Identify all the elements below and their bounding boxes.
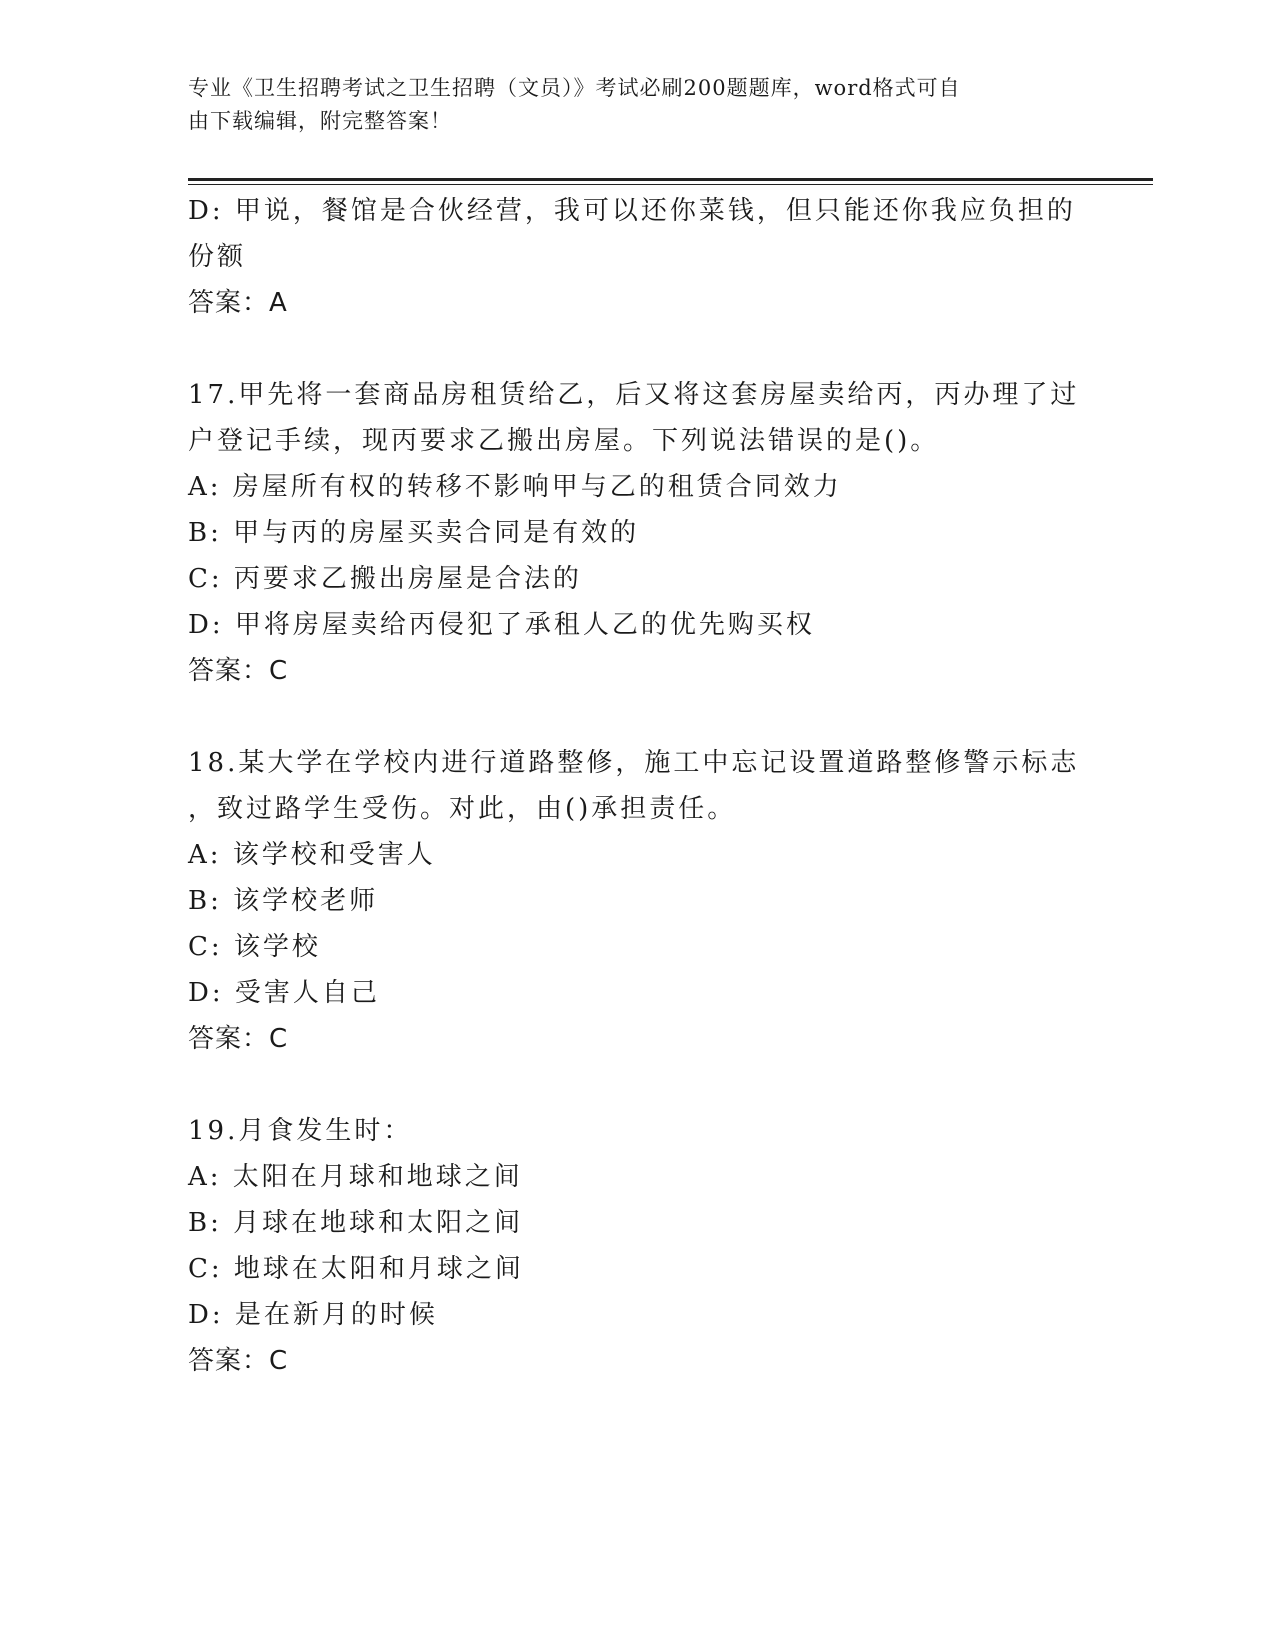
answer-label: 答案：C	[188, 1346, 289, 1376]
option-c: C: 丙要求乙搬出房屋是合法的	[188, 564, 582, 594]
question-stem: 19.月食发生时：	[188, 1116, 413, 1146]
option-d: D: 受害人自己	[188, 978, 380, 1008]
option-c: C: 该学校	[188, 932, 321, 962]
question-16-tail	[188, 188, 1088, 326]
question-stem-continued: ，致过路学生受伤。对此，由()承担责任。	[188, 794, 737, 824]
option-a: A: 该学校和受害人	[188, 840, 436, 870]
option-d: D: 是在新月的时候	[188, 1300, 438, 1330]
option-c: C: 地球在太阳和月球之间	[188, 1254, 524, 1284]
document-header	[188, 72, 1068, 138]
option-b: B: 月球在地球和太阳之间	[188, 1208, 524, 1238]
option-b: B: 甲与丙的房屋买卖合同是有效的	[188, 518, 640, 548]
question-stem-continued: 户登记手续，现丙要求乙搬出房屋。下列说法错误的是()。	[188, 426, 940, 456]
option-d: D: 甲说，餐馆是合伙经营，我可以还你菜钱，但只能还你我应负担的	[188, 196, 1076, 226]
option-b: B: 该学校老师	[188, 886, 379, 916]
header-line-2: 由下载编辑，附完整答案！	[188, 109, 452, 133]
question-stem: 18.某大学在学校内进行道路整修，施工中忘记设置道路整修警示标志	[188, 748, 1080, 778]
question-18	[188, 740, 1088, 1062]
answer-label: 答案：A	[188, 288, 288, 318]
option-d: D: 甲将房屋卖给丙侵犯了承租人乙的优先购买权	[188, 610, 815, 640]
option-a: A: 房屋所有权的转移不影响甲与乙的租赁合同效力	[188, 472, 842, 502]
header-divider-thin	[188, 184, 1153, 185]
option-d-continued: 份额	[188, 242, 247, 272]
question-stem: 17.甲先将一套商品房租赁给乙，后又将这套房屋卖给丙，丙办理了过	[188, 380, 1080, 410]
document-body	[188, 188, 1088, 1384]
answer-label: 答案：C	[188, 1024, 289, 1054]
option-a: A: 太阳在月球和地球之间	[188, 1162, 523, 1192]
header-line-1: 专业《卫生招聘考试之卫生招聘（文员）》考试必刷200题题库，word格式可自	[188, 76, 961, 100]
answer-label: 答案：C	[188, 656, 289, 686]
question-17	[188, 372, 1088, 694]
question-19	[188, 1108, 1088, 1384]
header-divider-thick	[188, 178, 1153, 181]
